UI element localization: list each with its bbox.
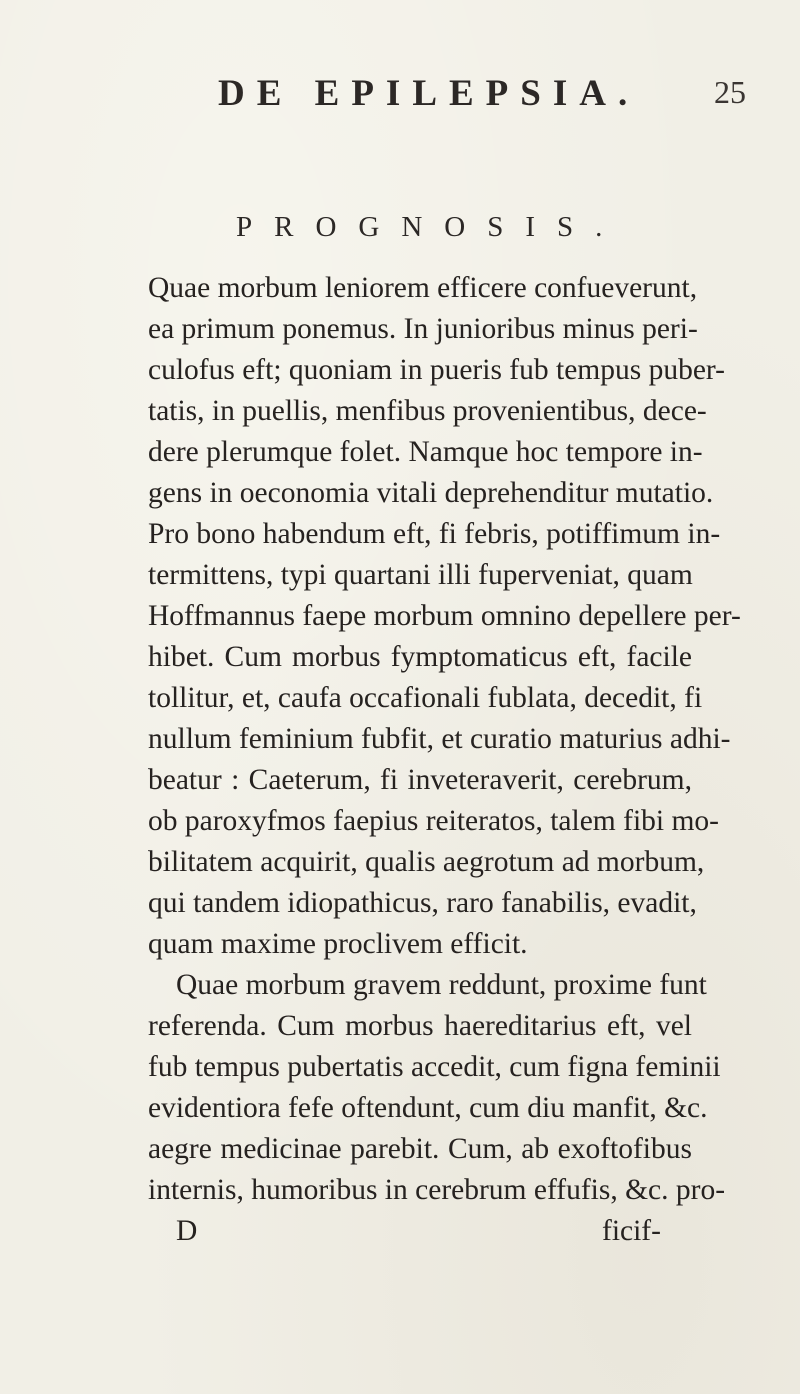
text-line: Quae morbum gravem reddunt, proxime funt — [176, 969, 707, 1001]
text-line: evidentiora fefe oftendunt, cum diu manfit, &c. — [148, 1092, 708, 1124]
text-line: Hoffmannus faepe morbum omnino depellere per- — [148, 600, 741, 632]
text-line: ea primum ponemus. In junioribus minus peri- — [148, 313, 698, 345]
text-line: fub tempus pubertatis accedit, cum figna feminii — [148, 1051, 721, 1083]
signature-line — [148, 1211, 692, 1251]
text-line: Pro bono habendum eft, fi febris, potiffimum in- — [148, 518, 721, 550]
text-line: internis, humoribus in cerebrum effufis, &c. pro- — [148, 1174, 726, 1206]
text-line: ob paroxyfmos faepius reiteratos, talem fibi mo- — [148, 805, 719, 837]
text-line: nullum feminium fubfit, et curatio maturius adhi- — [148, 723, 731, 755]
section-heading: PROGNOSIS. — [236, 211, 625, 243]
text-line: beatur : Caeterum, fi inveteraverit, cerebrum, — [148, 764, 692, 796]
text-line: dere plerumque folet. Namque hoc tempore in- — [148, 436, 703, 468]
text-line: culofus eft; quoniam in pueris fub tempus puber- — [148, 354, 725, 386]
text-line: quam maxime proclivem efficit. — [148, 928, 528, 960]
text-line: aegre medicinae parebit. Cum, ab exoftofibus — [148, 1133, 692, 1165]
catchword: ficif- — [602, 1215, 661, 1247]
text-line: bilitatem acquirit, qualis aegrotum ad morbum, — [148, 846, 705, 878]
text-line: tatis, in puellis, menfibus provenientibus, dece- — [148, 395, 707, 427]
running-head — [0, 72, 800, 122]
signature-mark: D — [176, 1215, 198, 1247]
text-line: referenda. Cum morbus haereditarius eft, vel — [148, 1010, 692, 1042]
text-line: qui tandem idiopathicus, raro fanabilis, evadit, — [148, 887, 697, 919]
text-line: termittens, typi quartani illi fuperveniat, quam — [148, 559, 693, 591]
page-number: 25 — [714, 74, 746, 110]
text-line: gens in oeconomia vitali deprehenditur mutatio. — [148, 477, 714, 509]
text-line: Quae morbum leniorem efficere confueverunt, — [148, 272, 698, 304]
text-line: hibet. Cum morbus fymptomaticus eft, facile — [148, 641, 692, 673]
text-line: tollitur, et, caufa occafionali fublata, decedit, fi — [148, 682, 703, 714]
running-title: DE EPILEPSIA. — [218, 73, 640, 114]
